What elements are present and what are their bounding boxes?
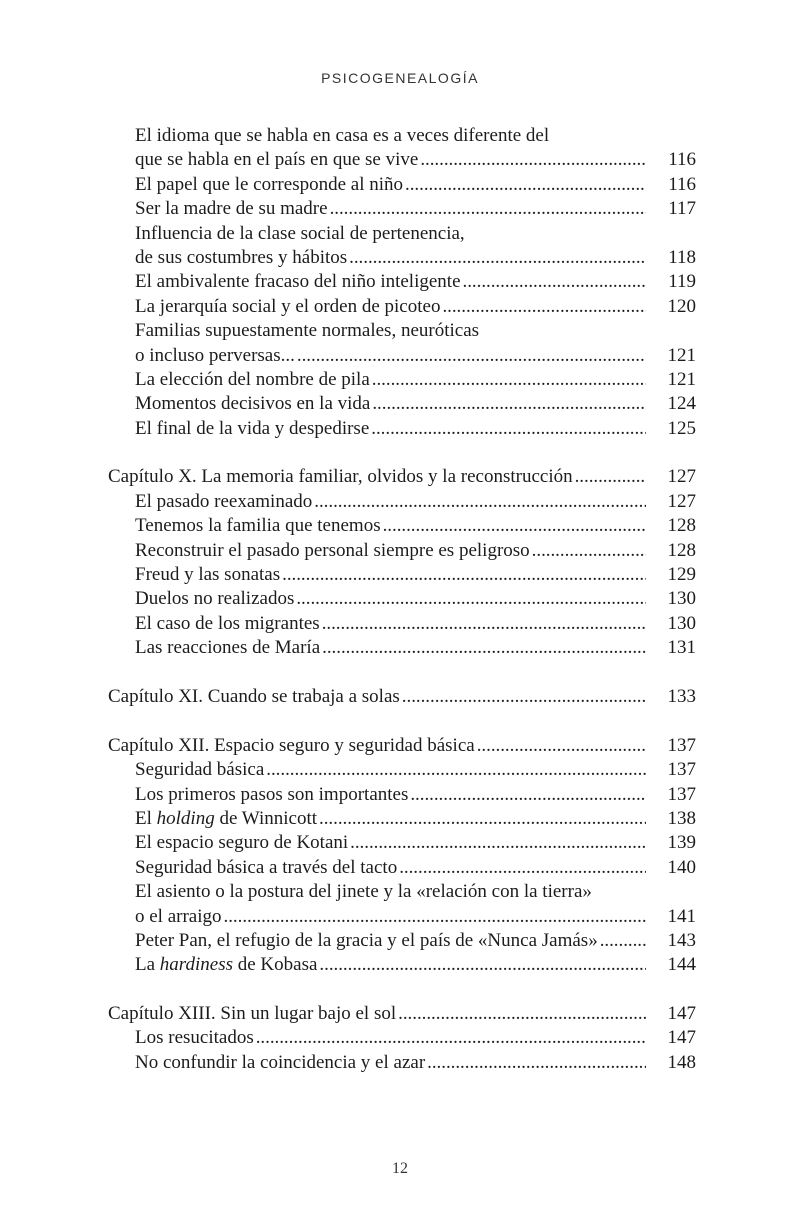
toc-entry bbox=[108, 197, 696, 221]
toc-entry-label: El idioma que se habla en casa es a veces diferente del bbox=[135, 125, 550, 146]
toc-page-number: 119 bbox=[668, 271, 696, 293]
dot-leader bbox=[319, 807, 646, 831]
toc-entry bbox=[108, 831, 696, 855]
toc-page-number: 120 bbox=[667, 295, 696, 317]
toc-entry-label: Duelos no realizados bbox=[135, 588, 295, 610]
running-header: PSICOGENEALOGÍA bbox=[321, 70, 479, 86]
toc-chapter bbox=[108, 465, 696, 489]
toc-entry bbox=[108, 783, 696, 807]
section-gap bbox=[108, 441, 696, 465]
toc-entry bbox=[108, 319, 696, 343]
toc-entry bbox=[108, 856, 696, 880]
toc-page-number: 117 bbox=[668, 198, 696, 220]
dot-leader bbox=[322, 636, 646, 660]
toc-entry bbox=[108, 612, 696, 636]
toc-entry bbox=[108, 148, 696, 172]
dot-leader bbox=[349, 246, 646, 270]
toc-chapter bbox=[108, 734, 696, 758]
toc-entry bbox=[108, 392, 696, 416]
toc-page-number: 124 bbox=[667, 393, 696, 415]
toc-page-number: 147 bbox=[667, 1003, 696, 1025]
toc-entry-label: No confundir la coincidencia y el azar bbox=[135, 1051, 426, 1073]
toc-entry bbox=[108, 539, 696, 563]
toc-entry bbox=[108, 222, 696, 246]
toc-chapter bbox=[108, 1002, 696, 1026]
dot-leader bbox=[427, 1051, 646, 1075]
toc-chapter bbox=[108, 685, 696, 709]
toc-page-number: 140 bbox=[667, 856, 696, 878]
toc-page-number: 121 bbox=[667, 368, 696, 390]
toc-entry bbox=[108, 953, 696, 977]
toc-page-number: 141 bbox=[667, 905, 696, 927]
toc-entry bbox=[108, 807, 696, 831]
toc-page-number: 144 bbox=[667, 954, 696, 976]
dot-leader bbox=[398, 1002, 646, 1026]
toc-page-number: 128 bbox=[667, 539, 696, 561]
dot-leader bbox=[399, 856, 646, 880]
dot-leader bbox=[532, 539, 646, 563]
toc-page-number: 125 bbox=[667, 417, 696, 439]
dot-leader bbox=[330, 197, 646, 221]
toc-entry bbox=[108, 490, 696, 514]
toc-entry bbox=[108, 929, 696, 953]
toc-page-number: 116 bbox=[668, 149, 696, 171]
toc-entry bbox=[108, 246, 696, 270]
toc-page-number: 137 bbox=[667, 734, 696, 756]
dot-leader bbox=[477, 734, 646, 758]
table-of-contents bbox=[108, 124, 696, 1075]
dot-leader bbox=[297, 344, 646, 368]
toc-entry bbox=[108, 587, 696, 611]
toc-entry-label: El asiento o la postura del jinete y la «relación con la tierra» bbox=[135, 881, 592, 903]
dot-leader bbox=[405, 173, 646, 197]
toc-page-number: 139 bbox=[667, 832, 696, 854]
dot-leader bbox=[442, 295, 646, 319]
toc-entry bbox=[108, 270, 696, 294]
toc-page-number: 121 bbox=[667, 344, 696, 366]
toc-page-number: 127 bbox=[667, 466, 696, 488]
toc-page-number: 143 bbox=[667, 929, 696, 951]
toc-page-number: 116 bbox=[668, 173, 696, 195]
toc-entry bbox=[108, 344, 696, 368]
toc-entry bbox=[108, 563, 696, 587]
toc-entry-label: Ser la madre de su madre bbox=[135, 198, 328, 220]
toc-page-number: 148 bbox=[667, 1051, 696, 1073]
toc-entry-label: Capítulo XII. Espacio seguro y seguridad básica bbox=[108, 734, 475, 756]
toc-entry-label: La elección del nombre de pila bbox=[135, 368, 370, 390]
toc-entry-label: El caso de los migrantes bbox=[135, 612, 320, 634]
dot-leader bbox=[319, 953, 646, 977]
toc-entry-label: La hardiness de Kobasa bbox=[135, 954, 318, 976]
toc-entry-label: Los primeros pasos son importantes bbox=[135, 783, 409, 805]
toc-page-number: 128 bbox=[667, 515, 696, 537]
toc-entry-label: Los resucitados bbox=[135, 1027, 254, 1049]
toc-entry bbox=[108, 905, 696, 929]
toc-entry-label: Reconstruir el pasado personal siempre es peligroso bbox=[135, 539, 530, 561]
toc-entry bbox=[108, 1051, 696, 1075]
toc-entry-label: El pasado reexaminado bbox=[135, 490, 313, 512]
dot-leader bbox=[314, 490, 646, 514]
toc-entry-label: o el arraigo bbox=[135, 905, 222, 927]
dot-leader bbox=[383, 514, 646, 538]
dot-leader bbox=[410, 783, 646, 807]
dot-leader bbox=[600, 929, 646, 953]
dot-leader bbox=[463, 270, 646, 294]
toc-entry-label: El ambivalente fracaso del niño inteligente bbox=[135, 271, 461, 293]
toc-page-number: 130 bbox=[667, 612, 696, 634]
toc-entry-label: El holding de Winnicott bbox=[135, 807, 318, 829]
toc-page-number: 129 bbox=[667, 564, 696, 586]
toc-page-number: 130 bbox=[667, 588, 696, 610]
page-number: 12 bbox=[392, 1160, 408, 1177]
dot-leader bbox=[256, 1026, 646, 1050]
toc-page-number: 138 bbox=[667, 807, 696, 829]
dot-leader bbox=[402, 685, 646, 709]
toc-entry-label: Seguridad básica bbox=[135, 759, 265, 781]
toc-entry bbox=[108, 417, 696, 441]
toc-entry-label: El papel que le corresponde al niño bbox=[135, 173, 404, 195]
toc-entry-label: Momentos decisivos en la vida bbox=[135, 393, 371, 415]
toc-entry bbox=[108, 173, 696, 197]
dot-leader bbox=[372, 392, 646, 416]
toc-entry-label: Freud y las sonatas bbox=[135, 564, 281, 586]
toc-entry-label: Capítulo X. La memoria familiar, olvidos y la reconstrucción bbox=[108, 466, 573, 488]
toc-entry-label: La jerarquía social y el orden de picoteo bbox=[135, 295, 441, 317]
toc-entry-label: El final de la vida y despedirse bbox=[135, 417, 370, 439]
toc-entry bbox=[108, 124, 696, 148]
toc-page-number: 133 bbox=[667, 685, 696, 707]
toc-entry bbox=[108, 758, 696, 782]
toc-entry-label: o incluso perversas... bbox=[135, 344, 295, 366]
dot-leader bbox=[282, 563, 646, 587]
dot-leader bbox=[224, 905, 646, 929]
toc-entry bbox=[108, 295, 696, 319]
toc-entry-label: Capítulo XI. Cuando se trabaja a solas bbox=[108, 685, 400, 707]
toc-entry-label: que se habla en el país en que se vive bbox=[135, 149, 419, 171]
section-gap bbox=[108, 661, 696, 685]
toc-page-number: 131 bbox=[667, 637, 696, 659]
toc-page-number: 127 bbox=[667, 490, 696, 512]
toc-entry-label: Familias supuestamente normales, neuróticas bbox=[135, 320, 480, 342]
dot-leader bbox=[350, 831, 646, 855]
dot-leader bbox=[372, 368, 646, 392]
dot-leader bbox=[575, 465, 646, 489]
toc-entry-label: Las reacciones de María bbox=[135, 637, 321, 659]
toc-entry-label: de sus costumbres y hábitos bbox=[135, 246, 348, 268]
section-gap bbox=[108, 709, 696, 733]
toc-entry-label: Capítulo XIII. Sin un lugar bajo el sol bbox=[108, 1003, 397, 1025]
dot-leader bbox=[420, 148, 646, 172]
toc-page-number: 137 bbox=[667, 759, 696, 781]
toc-page-number: 137 bbox=[667, 783, 696, 805]
toc-entry-label: Seguridad básica a través del tacto bbox=[135, 856, 398, 878]
toc-page-number: 147 bbox=[667, 1027, 696, 1049]
toc-entry bbox=[108, 636, 696, 660]
section-gap bbox=[108, 978, 696, 1002]
toc-page-number: 118 bbox=[668, 246, 696, 268]
toc-entry-label: El espacio seguro de Kotani bbox=[135, 832, 349, 854]
dot-leader bbox=[266, 758, 646, 782]
toc-entry bbox=[108, 1026, 696, 1050]
toc-entry bbox=[108, 880, 696, 904]
toc-entry-label: Peter Pan, el refugio de la gracia y el país de «Nunca Jamás» bbox=[135, 929, 598, 951]
toc-entry bbox=[108, 514, 696, 538]
dot-leader bbox=[296, 587, 646, 611]
toc-entry-label: Influencia de la clase social de pertenencia, bbox=[135, 222, 465, 244]
dot-leader bbox=[371, 417, 646, 441]
dot-leader bbox=[322, 612, 646, 636]
toc-entry-label: Tenemos la familia que tenemos bbox=[135, 515, 381, 537]
toc-entry bbox=[108, 368, 696, 392]
